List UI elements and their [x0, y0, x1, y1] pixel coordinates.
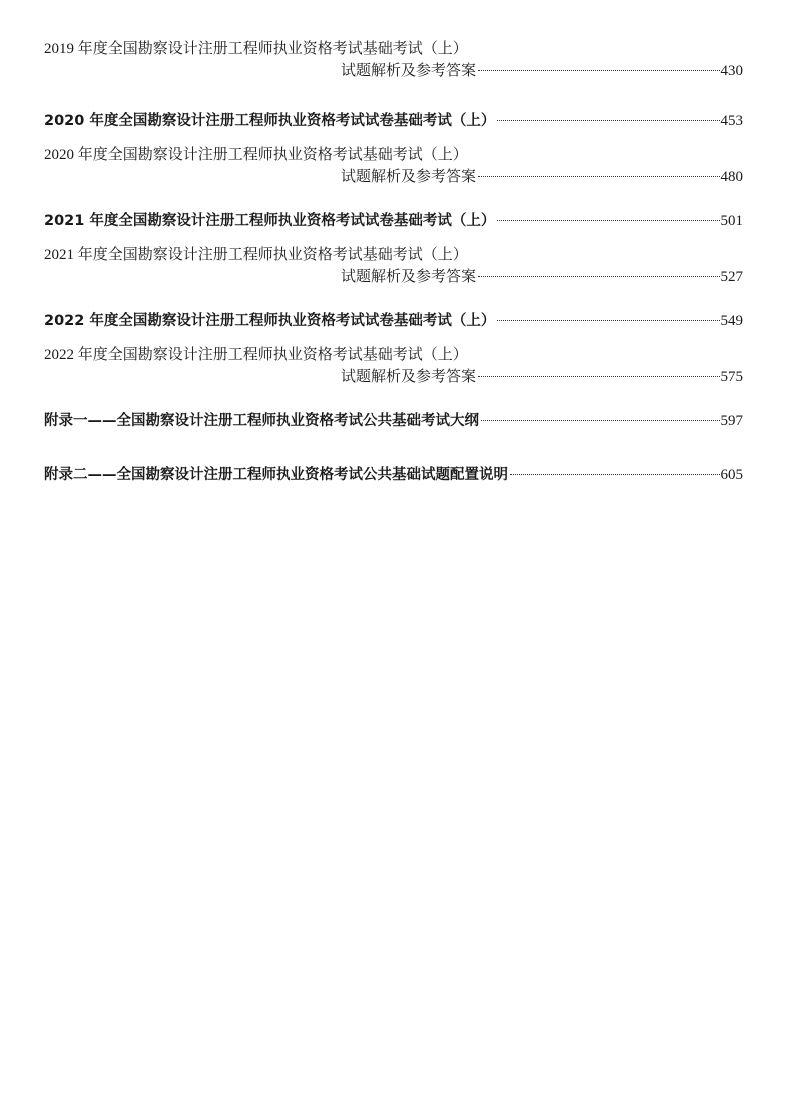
toc-entry-title: 2019 年度全国勘察设计注册工程师执业资格考试基础考试（上）: [44, 41, 468, 57]
dot-leader: [510, 474, 720, 475]
toc-entry-2021-exam[interactable]: [44, 210, 743, 232]
toc-page-number: 597: [720, 413, 743, 429]
toc-entry-2020-solutions[interactable]: [44, 144, 743, 188]
toc-entry-title: 2020 年度全国勘察设计注册工程师执业资格考试基础考试（上）: [44, 147, 468, 163]
toc-entry-title: 2021 年度全国勘察设计注册工程师执业资格考试试卷基础考试（上）: [44, 213, 496, 229]
toc-page-number: 430: [720, 63, 743, 79]
toc-page-number: 605: [720, 467, 743, 483]
dot-leader: [497, 220, 719, 221]
toc-page-number: 527: [720, 269, 743, 285]
toc-entry-title: 2020 年度全国勘察设计注册工程师执业资格考试试卷基础考试（上）: [44, 113, 496, 129]
toc-entry-2020-exam[interactable]: [44, 110, 743, 132]
toc-entry-title: 附录二——全国勘察设计注册工程师执业资格考试公共基础试题配置说明: [44, 467, 508, 483]
toc-entry-title: 附录一——全国勘察设计注册工程师执业资格考试公共基础考试大纲: [44, 413, 479, 429]
toc-page-number: 501: [720, 213, 743, 229]
dot-leader: [478, 176, 719, 177]
toc-entry-subtitle: 试题解析及参考答案: [341, 269, 477, 285]
toc-entry-appendix-1[interactable]: [44, 410, 743, 432]
toc-page-number: 480: [720, 169, 743, 185]
dot-leader: [478, 70, 719, 71]
toc-entry-title: 2021 年度全国勘察设计注册工程师执业资格考试基础考试（上）: [44, 247, 468, 263]
toc-entry-2022-exam[interactable]: [44, 310, 743, 332]
toc-page-number: 549: [720, 313, 743, 329]
toc-entry-appendix-2[interactable]: [44, 464, 743, 486]
dot-leader: [481, 420, 720, 421]
toc-entry-subtitle: 试题解析及参考答案: [341, 369, 477, 385]
dot-leader: [497, 320, 719, 321]
toc-page-number: 453: [720, 113, 743, 129]
toc-entry-2019-solutions[interactable]: [44, 38, 743, 82]
dot-leader: [478, 376, 719, 377]
toc-entry-subtitle: 试题解析及参考答案: [341, 63, 477, 79]
toc-page-number: 575: [720, 369, 743, 385]
toc-entry-title: 2022 年度全国勘察设计注册工程师执业资格考试基础考试（上）: [44, 347, 468, 363]
toc-entry-subtitle: 试题解析及参考答案: [341, 169, 477, 185]
toc-entry-title: 2022 年度全国勘察设计注册工程师执业资格考试试卷基础考试（上）: [44, 313, 496, 329]
dot-leader: [497, 120, 719, 121]
toc-entry-2022-solutions[interactable]: [44, 344, 743, 388]
toc-entry-2021-solutions[interactable]: [44, 244, 743, 288]
dot-leader: [478, 276, 719, 277]
